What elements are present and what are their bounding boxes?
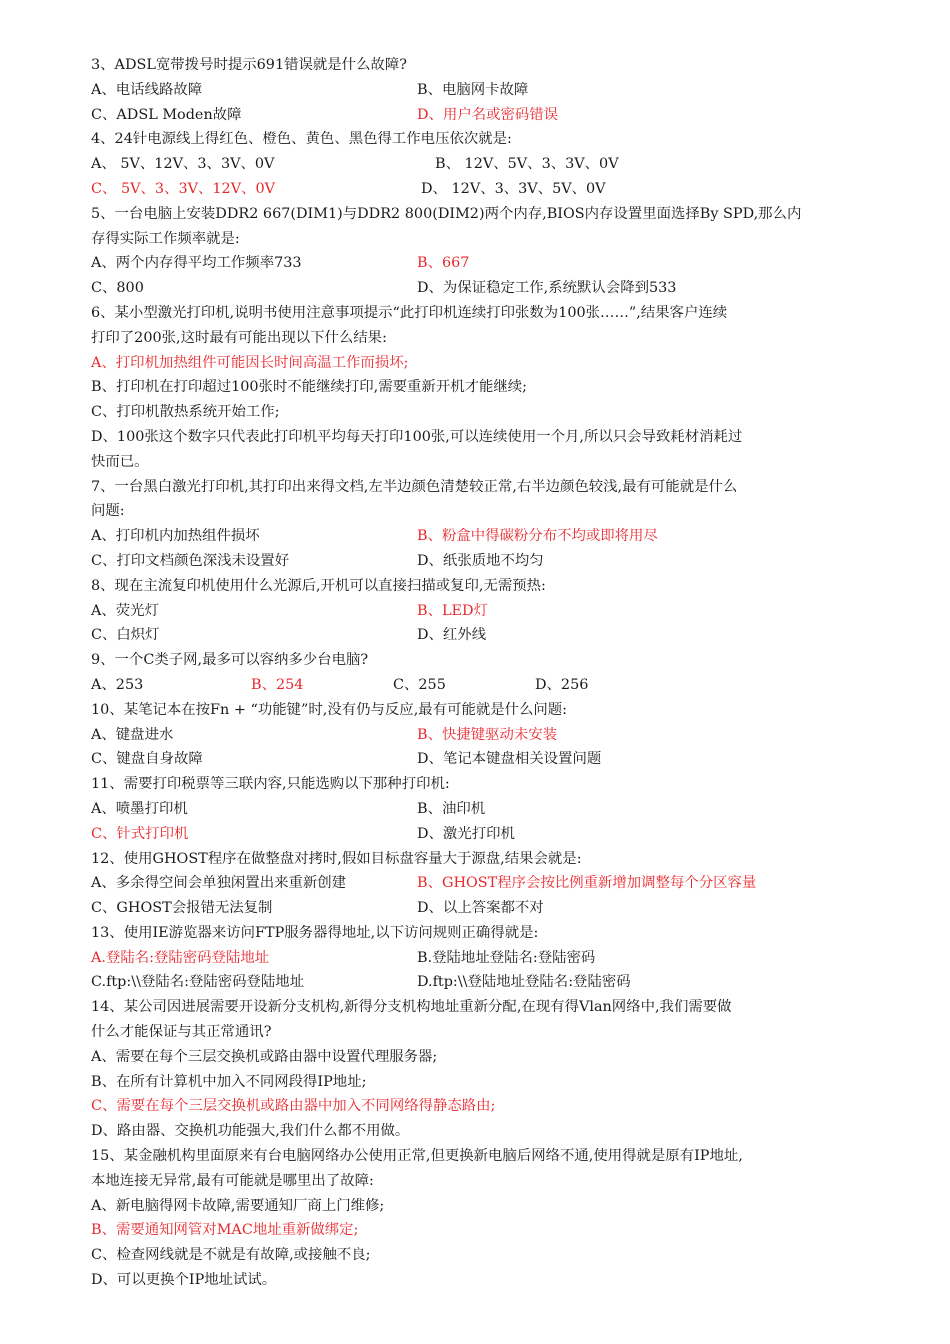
option-row	[91, 723, 870, 748]
option-row	[91, 251, 870, 276]
option-row	[91, 375, 870, 400]
option-row	[91, 747, 870, 772]
answer-option: B、粉盒中得碳粉分布不均或即将用尽	[417, 528, 658, 545]
option: D、纸张质地不均匀	[417, 552, 544, 569]
question-text: 12、使用GHOST程序在做整盘对拷时,假如目标盘容量大于源盘,结果会就是:	[91, 850, 582, 867]
option-row	[91, 1094, 870, 1119]
option: D、以上答案都不对	[417, 900, 544, 917]
question-text: 3、ADSL宽带拨号时提示691错误就是什么故障?	[91, 57, 407, 73]
question-text: 什么才能保证与其正常通讯?	[91, 1024, 272, 1041]
answer-option: D、用户名或密码错误	[417, 106, 559, 123]
question-text: 5、一台电脑上安装DDR2 667(DIM1)与DDR2 800(DIM2)两个内存,BIOS内存设置里面选择By SPD,那么内	[91, 205, 802, 222]
option-row	[91, 896, 870, 921]
question-block	[91, 921, 870, 995]
answer-option: B、快捷键驱动未安装	[417, 726, 558, 743]
question-block	[91, 847, 870, 921]
question-text: 7、一台黑白激光打印机,其打印出来得文档,左半边颜色清楚较正常,右半边颜色较浅,最有可能就是什么	[91, 478, 738, 495]
option: C、GHOST会报错无法复制	[91, 900, 273, 917]
option: C、检查网线就是不就是有故障,或接触不良;	[91, 1247, 371, 1264]
option-row	[91, 351, 870, 376]
option: B、打印机在打印超过100张时不能继续打印,需要重新开机才能继续;	[91, 379, 528, 396]
option-row	[91, 152, 870, 177]
option: A、需要在每个三层交换机或路由器中设置代理服务器;	[91, 1048, 438, 1065]
option: C、ADSL Moden故障	[91, 106, 242, 123]
question-text: 问题:	[91, 503, 125, 520]
option: D.ftp:\\登陆地址登陆名:登陆密码	[417, 974, 631, 991]
option: D、为保证稳定工作,系统默认会降到533	[417, 280, 677, 297]
question-block	[91, 1144, 870, 1293]
question-block	[91, 127, 870, 201]
option: B、油印机	[417, 800, 486, 817]
option-row	[91, 450, 870, 475]
option: D、100张这个数字只代表此打印机平均每天打印100张,可以连续使用一个月,所以只会导致耗材消耗过	[91, 428, 743, 445]
question-block	[91, 772, 870, 846]
answer-option: B、GHOST程序会按比例重新增加调整每个分区容量	[417, 875, 757, 892]
question-block	[91, 698, 870, 772]
option-row	[91, 599, 870, 624]
question-block	[91, 301, 870, 475]
option: A、电话线路故障	[91, 81, 203, 98]
question-text: 打印了200张,这时最有可能出现以下什么结果:	[91, 329, 387, 346]
option-row	[91, 1268, 870, 1293]
option-row	[91, 276, 870, 301]
option-row	[91, 177, 870, 202]
option-row	[91, 549, 870, 574]
option: D、红外线	[417, 627, 487, 644]
option: A、键盘进水	[91, 726, 174, 743]
answer-option: A.登陆名:登陆密码登陆地址	[91, 949, 270, 966]
option: B、电脑网卡故障	[417, 81, 529, 98]
question-text: 9、一个C类子网,最多可以容纳多少台电脑?	[91, 652, 369, 669]
question-block	[91, 475, 870, 574]
option-row	[91, 970, 870, 995]
option-row	[91, 425, 870, 450]
option: C、白炽灯	[91, 627, 160, 644]
question-text: 13、使用IE游览器来访问FTP服务器得地址,以下访问规则正确得就是:	[91, 924, 539, 941]
option: C、打印文档颜色深浅未设置好	[91, 552, 290, 569]
question-block	[91, 202, 870, 301]
option-row	[91, 1119, 870, 1144]
option-row	[91, 822, 870, 847]
question-text: 存得实际工作频率就是:	[91, 230, 240, 247]
question-text: 6、某小型激光打印机,说明书使用注意事项提示“此打印机连续打印张数为100张……”,结果客户连续	[91, 304, 728, 321]
question-text: 11、需要打印税票等三联内容,只能选购以下那种打印机:	[91, 776, 450, 793]
option: C、800	[91, 280, 144, 297]
question-block	[91, 53, 870, 127]
question-text: 8、现在主流复印机使用什么光源后,开机可以直接扫描或复印,无需预热:	[91, 577, 546, 594]
option-row	[91, 1045, 870, 1070]
option: C、键盘自身故障	[91, 751, 203, 768]
answer-option: A、打印机加热组件可能因长时间高温工作而损坏;	[91, 354, 409, 371]
option-row	[91, 946, 870, 971]
answer-option: B、LED灯	[417, 602, 488, 619]
answer-option: B、254	[251, 676, 304, 693]
option: C、打印机散热系统开始工作;	[91, 404, 280, 421]
option-row	[91, 524, 870, 549]
question-text: 14、某公司因进展需要开设新分支机构,新得分支机构地址重新分配,在现有得Vlan网络中,我们需要做	[91, 999, 732, 1016]
question-block	[91, 648, 870, 698]
option: B、 12V、5V、3、3V、0V	[435, 156, 619, 173]
option-row	[91, 400, 870, 425]
option-row	[91, 673, 870, 698]
option: D、256	[535, 676, 589, 693]
option-row	[91, 1218, 870, 1243]
option: A、新电脑得网卡故障,需要通知厂商上门维修;	[91, 1197, 385, 1214]
option: D、笔记本键盘相关设置问题	[417, 751, 602, 768]
answer-option: C、需要在每个三层交换机或路由器中加入不同网络得静态路由;	[91, 1098, 496, 1115]
option-row	[91, 1070, 870, 1095]
option-row	[91, 797, 870, 822]
question-block	[91, 995, 870, 1144]
option: A、喷墨打印机	[91, 800, 188, 817]
option: D、激光打印机	[417, 825, 515, 842]
option: A、253	[91, 676, 144, 693]
question-text: 15、某金融机构里面原来有台电脑网络办公使用正常,但更换新电脑后网络不通,使用得就是原有IP地址,	[91, 1148, 743, 1165]
answer-option: B、需要通知网管对MAC地址重新做绑定;	[91, 1222, 359, 1239]
question-text: 4、24针电源线上得红色、橙色、黄色、黑色得工作电压依次就是:	[91, 131, 512, 148]
option-row	[91, 78, 870, 103]
option: D、可以更换个IP地址试试。	[91, 1272, 277, 1289]
option: B、在所有计算机中加入不同网段得IP地址;	[91, 1073, 367, 1090]
option-row	[91, 1243, 870, 1268]
option-row	[91, 871, 870, 896]
question-text: 本地连接无异常,最有可能就是哪里出了故障:	[91, 1172, 374, 1189]
answer-option: B、667	[417, 255, 470, 272]
option: A、多余得空间会单独闲置出来重新创建	[91, 875, 347, 892]
option-row	[91, 1194, 870, 1219]
option: A、打印机内加热组件损坏	[91, 528, 260, 545]
option: C.ftp:\\登陆名:登陆密码登陆地址	[91, 974, 305, 991]
option: C、255	[393, 676, 446, 693]
option: D、路由器、交换机功能强大,我们什么都不用做。	[91, 1123, 410, 1140]
answer-option: C、 5V、3、3V、12V、0V	[91, 180, 276, 197]
question-text: 10、某笔记本在按Fn + “功能键”时,没有仍与反应,最有可能就是什么问题:	[91, 701, 568, 718]
question-block	[91, 574, 870, 648]
answer-option: C、针式打印机	[91, 825, 189, 842]
option-row	[91, 103, 870, 128]
option: D、 12V、3、3V、5V、0V	[421, 180, 606, 197]
option: A、两个内存得平均工作频率733	[91, 255, 302, 272]
option: A、荧光灯	[91, 602, 159, 619]
option: B.登陆地址登陆名:登陆密码	[417, 949, 596, 966]
option: 快而已。	[91, 453, 149, 470]
option-row	[91, 623, 870, 648]
option: A、 5V、12V、3、3V、0V	[91, 156, 275, 173]
